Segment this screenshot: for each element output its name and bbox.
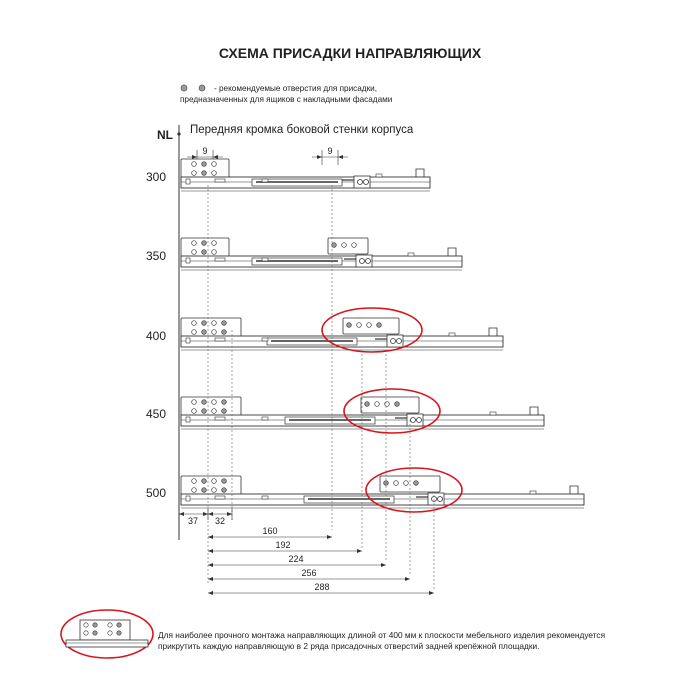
note-hole — [93, 623, 97, 627]
mounting-hole — [414, 481, 419, 486]
mounting-hole — [212, 330, 217, 335]
mounting-hole — [222, 488, 227, 493]
mounting-hole — [222, 409, 227, 414]
dim-32: 32 — [214, 516, 226, 526]
mounting-hole — [222, 330, 227, 335]
row-label-450: 450 — [146, 407, 167, 421]
mounting-hole — [192, 488, 197, 493]
note-hole — [108, 623, 112, 627]
mounting-hole — [222, 400, 227, 405]
row-label-400: 400 — [146, 329, 167, 343]
mounting-hole — [385, 402, 390, 407]
mounting-hole — [192, 321, 197, 326]
top-dim-left-value: 9 — [202, 146, 208, 156]
mounting-hole — [202, 321, 207, 326]
mounting-hole — [212, 321, 217, 326]
mounting-hole — [212, 250, 217, 255]
mounting-hole — [394, 481, 399, 486]
note-hole — [117, 623, 121, 627]
dim-288: 288 — [314, 582, 330, 592]
mounting-hole — [377, 323, 382, 328]
mounting-hole — [192, 171, 197, 176]
mounting-hole — [375, 402, 380, 407]
mounting-hole — [202, 241, 207, 246]
mounting-hole — [212, 400, 217, 405]
mounting-hole — [202, 162, 207, 167]
note-line-2: прикрутить каждую направляющую в 2 ряда присадочных отверстий задней крепёжной площадки. — [158, 641, 540, 651]
rails-group — [181, 159, 584, 508]
legend-hole-icon — [181, 85, 187, 91]
diagram-title: СХЕМА ПРИСАДКИ НАПРАВЛЯЮЩИХ — [218, 45, 482, 61]
mounting-hole — [212, 409, 217, 414]
rail-350 — [181, 238, 462, 270]
rail-400 — [181, 318, 503, 350]
dim-224: 224 — [288, 554, 304, 564]
dim-160: 160 — [262, 526, 278, 536]
mounting-hole — [222, 321, 227, 326]
mounting-hole — [404, 481, 409, 486]
mounting-hole — [352, 243, 357, 248]
legend-hole-icon — [199, 85, 205, 91]
mounting-hole — [357, 323, 362, 328]
note-icon — [61, 610, 153, 658]
reference-lines — [208, 185, 434, 590]
rail-450 — [181, 397, 544, 429]
nl-axis-label: NL — [157, 128, 173, 142]
front-edge-label: Передняя кромка боковой стенки корпуса — [190, 124, 414, 136]
mounting-hole — [202, 400, 207, 405]
legend — [180, 84, 392, 104]
mounting-hole — [365, 402, 370, 407]
row-label-300: 300 — [146, 170, 167, 184]
note-line-1: Для наиболее прочного монтажа направляющих длиной от 400 мм к плоскости мебельного изделия рекомендуется — [158, 630, 606, 640]
note-hole — [108, 631, 112, 635]
note-hole — [93, 631, 97, 635]
mounting-hole — [212, 488, 217, 493]
mounting-hole — [212, 162, 217, 167]
rail-300 — [181, 159, 430, 191]
mounting-hole — [192, 409, 197, 414]
bottom-dimensions — [179, 508, 434, 595]
note-hole — [84, 631, 88, 635]
mounting-hole — [395, 402, 400, 407]
legend-line-1: - рекомендуемые отверстия для присадки, — [214, 84, 378, 93]
row-label-350: 350 — [146, 249, 167, 263]
mounting-hole — [212, 241, 217, 246]
mounting-hole — [192, 241, 197, 246]
mounting-hole — [192, 400, 197, 405]
rail-500 — [181, 476, 584, 508]
mounting-hole — [212, 171, 217, 176]
mounting-hole — [347, 323, 352, 328]
dim-192: 192 — [275, 540, 291, 550]
mounting-hole — [332, 243, 337, 248]
mounting-hole — [202, 488, 207, 493]
top-dimension-right — [312, 146, 348, 165]
mounting-hole — [192, 479, 197, 484]
top-dim-right-value: 9 — [327, 146, 333, 156]
note-hole — [84, 623, 88, 627]
mounting-hole — [202, 330, 207, 335]
note-hole — [117, 631, 121, 635]
mounting-hole — [212, 479, 217, 484]
mounting-hole — [192, 330, 197, 335]
dim-256: 256 — [301, 568, 317, 578]
dim-37: 37 — [187, 516, 199, 526]
front-edge-marker — [177, 132, 180, 135]
mounting-hole — [342, 243, 347, 248]
mounting-hole — [192, 162, 197, 167]
mounting-hole — [222, 479, 227, 484]
mounting-hole — [202, 250, 207, 255]
legend-line-2: предназначенных для ящиков с накладными фасадами — [180, 95, 393, 104]
row-label-500: 500 — [146, 486, 167, 500]
mounting-hole — [202, 479, 207, 484]
mounting-hole — [202, 409, 207, 414]
mounting-hole — [367, 323, 372, 328]
mounting-hole — [202, 171, 207, 176]
mounting-hole — [192, 250, 197, 255]
